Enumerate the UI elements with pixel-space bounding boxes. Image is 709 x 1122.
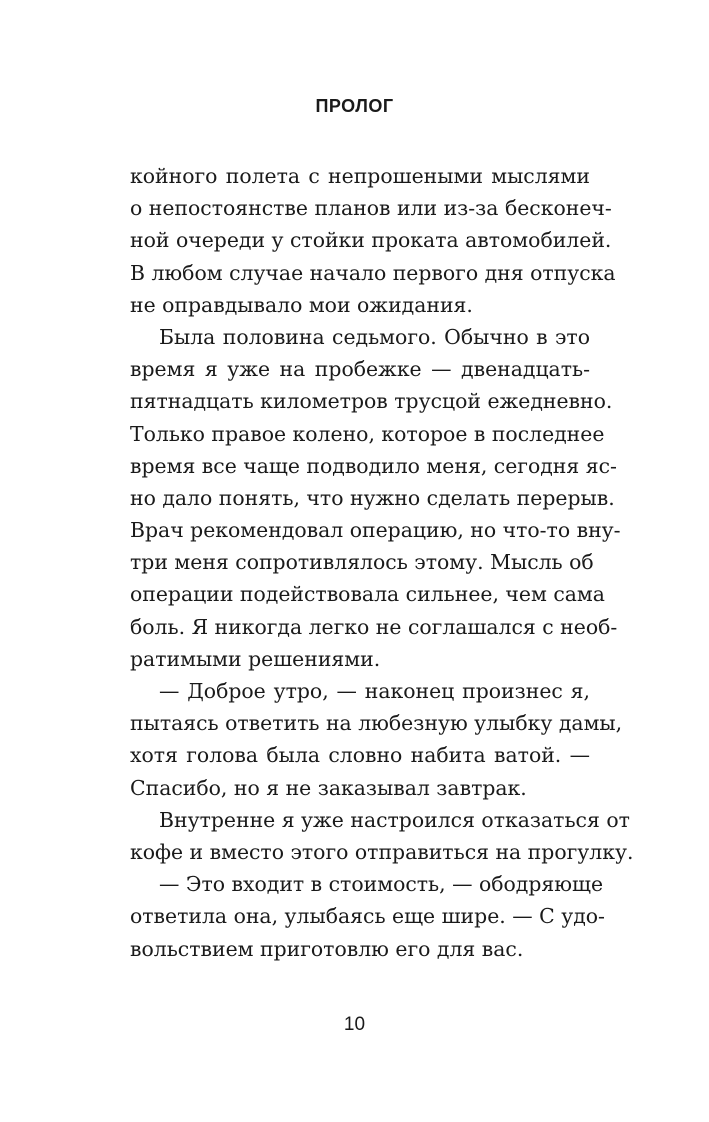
text-line: Врач рекомендовал операцию, но что-то вну- — [130, 518, 621, 543]
text-line: пятнадцать километров трусцой ежедневно. — [130, 389, 613, 414]
text-line: три меня сопротивлялось этому. Мысль об — [130, 550, 594, 575]
text-line: вольствием приготовлю его для вас. — [130, 936, 524, 961]
body-text — [130, 160, 634, 965]
text-line: Внутренне я уже настроился отказаться от — [159, 807, 630, 832]
text-line: пытаясь ответить на любезную улыбку дамы, — [130, 711, 623, 736]
chapter-header: ПРОЛОГ — [315, 96, 394, 116]
text-line: хотя голова была словно набита ватой. — — [130, 743, 590, 768]
text-line: не оправдывало мои ожидания. — [130, 292, 473, 317]
text-line: боль. Я никогда легко не соглашался с необ- — [130, 614, 618, 639]
text-line: ответила она, улыбаясь еще шире. — С удо- — [130, 904, 605, 929]
text-line: ной очереди у стойки проката автомобилей. — [130, 228, 612, 253]
text-line: время я уже на пробежке — двенадцать- — [130, 357, 590, 382]
text-line: — Доброе утро, — наконец произнес я, — [159, 679, 590, 703]
text-line: кофе и вместо этого отправиться на прогулку. — [130, 839, 634, 864]
text-line: ратимыми решениями. — [130, 646, 381, 671]
text-line: — Это входит в стоимость, — ободряюще — [159, 872, 604, 897]
text-line: операции подействовала сильнее, чем сама — [130, 582, 605, 607]
text-line: Только правое колено, которое в последнее — [130, 421, 605, 446]
text-line: Была половина седьмого. Обычно в это — [159, 324, 590, 349]
text-line: койного полета с непрошеными мыслями — [130, 164, 590, 188]
text-line: о непостоянстве планов или из-за бесконеч- — [130, 196, 612, 221]
text-line: В любом случае начало первого дня отпуска — [130, 260, 616, 285]
text-line: Спасибо, но я не заказывал завтрак. — [130, 775, 527, 800]
text-line: время все чаще подводило меня, сегодня яс- — [130, 453, 617, 478]
page-number: 10 — [343, 1014, 366, 1035]
text-line: но дало понять, что нужно сделать перерыв. — [130, 485, 615, 510]
